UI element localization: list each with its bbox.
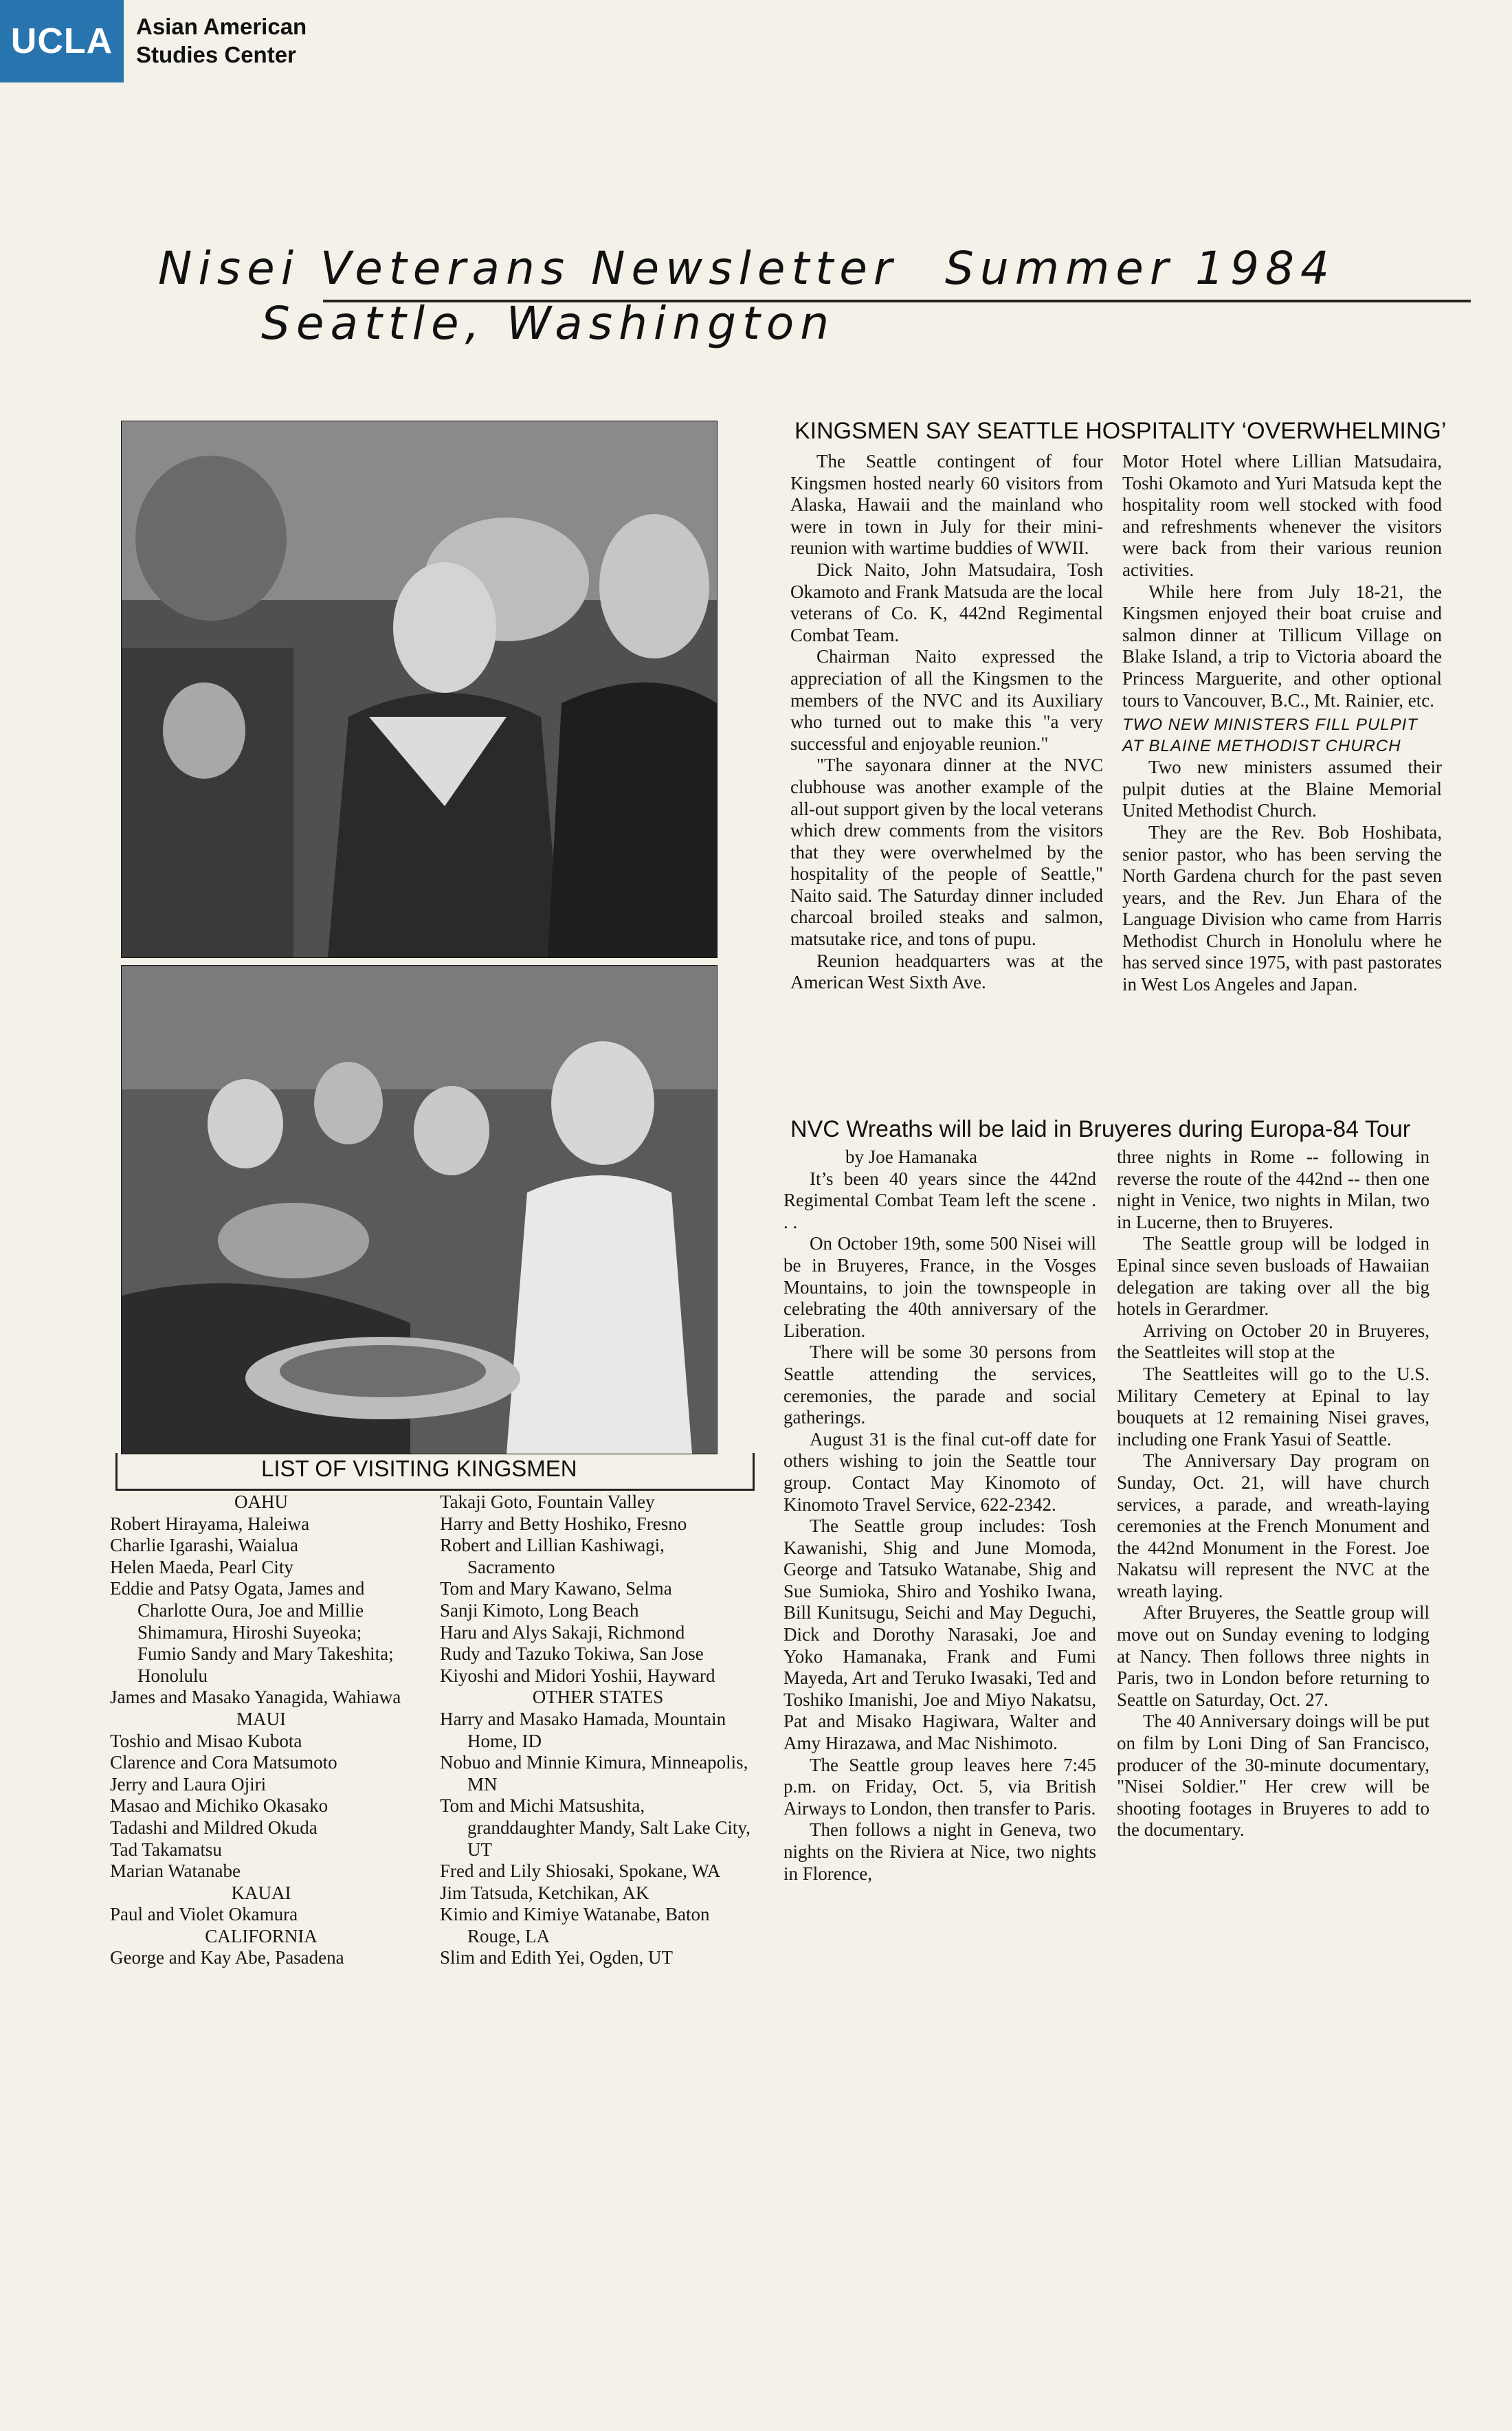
list-item: James and Masako Yanagida, Wahiawa <box>110 1687 401 1708</box>
kingsmen-list-col1 <box>110 1491 412 1969</box>
list-item: Jim Tatsuda, Ketchikan, AK <box>440 1882 649 1903</box>
article1-col1-p5: Reunion headquarters was at the American West Sixth Ave. <box>790 950 1103 993</box>
center-name-line2: Studies Center <box>136 42 296 67</box>
list-item: Eddie and Patsy Ogata, James and Charlotte Oura, Joe and Millie Shimamura, Hiroshi Suyeoka; Fumio Sandy and Mary Takeshita; Honolulu <box>110 1578 394 1686</box>
list-item: Harry and Betty Hoshiko, Fresno <box>440 1513 687 1534</box>
list-item: Nobuo and Minnie Kimura, Minneapolis, MN <box>440 1752 748 1795</box>
list-item: Jerry and Laura Ojiri <box>110 1773 267 1795</box>
article3-col2-p7: The 40 Anniversary doings will be put on film by Loni Ding of San Francisco, producer of the 30-minute documentary, "Nisei Soldier." Her crew will be shooting footages in Bruyeres to add to the documentary. <box>1117 1711 1430 1841</box>
ucla-logo: UCLA <box>0 0 124 82</box>
list-region-heading: KAUAI <box>231 1882 291 1903</box>
article3-col2-p6: After Bruyeres, the Seattle group will move out on Sunday evening to lodging at Nancy. Then follows three nights in Paris, two in London before returning to Seattle on Saturday, Oct. 27. <box>1117 1602 1430 1710</box>
list-item: Haru and Alys Sakaji, Richmond <box>440 1621 685 1643</box>
article3-col1-p2: On October 19th, some 500 Nisei will be in Bruyeres, France, in the Vosges Mountains, to join the townspeople in celebrating the 40th anniversary of the Liberation. <box>783 1233 1096 1341</box>
list-item: Clarence and Cora Matsumoto <box>110 1752 337 1773</box>
list-item: George and Kay Abe, Pasadena <box>110 1947 344 1968</box>
article1-col1 <box>790 451 1103 994</box>
kingsmen-list-col2 <box>440 1491 756 1969</box>
masthead-location: Seattle, Washington <box>261 297 836 350</box>
article1-col1-p2: Dick Naito, John Matsudaira, Tosh Okamoto and Frank Matsuda are the local veterans of Co. K, 442nd Regimental Combat Team. <box>790 559 1103 645</box>
photo-reunion-dinner <box>121 965 718 1454</box>
article3-col1 <box>783 1146 1096 1885</box>
list-region-heading: MAUI <box>236 1708 286 1729</box>
list-item: Kimio and Kimiye Watanabe, Baton Rouge, LA <box>440 1904 710 1946</box>
list-item: Slim and Edith Yei, Ogden, UT <box>440 1947 674 1968</box>
list-item: Tom and Michi Matsushita, granddaughter Mandy, Salt Lake City, UT <box>440 1795 751 1860</box>
article1-col2 <box>1122 451 1442 996</box>
kingsmen-list-title: LIST OF VISITING KINGSMEN <box>261 1456 577 1481</box>
photo-reunion-men <box>121 421 718 958</box>
list-region-heading: CALIFORNIA <box>205 1925 318 1946</box>
masthead-issue: Summer 1984 <box>945 242 1335 295</box>
center-name <box>136 12 397 69</box>
article1-headline: KINGSMEN SAY SEATTLE HOSPITALITY ‘OVERWHELMING’ <box>794 418 1447 444</box>
article2-p2: They are the Rev. Bob Hoshibata, senior pastor, who has been serving the North Gardena church for the past seven years, and the Rev. Jun Ehara of the Language Division who came from Harris Methodist Church in Honolulu where he has served since 1975, with past pastorates in West Los Angeles and Japan. <box>1122 821 1442 995</box>
list-item: Paul and Violet Okamura <box>110 1904 298 1925</box>
article3-headline: NVC Wreaths will be laid in Bruyeres during Europa-84 Tour <box>790 1116 1411 1142</box>
list-item: Tadashi and Mildred Okuda <box>110 1817 318 1838</box>
list-item: Sanji Kimoto, Long Beach <box>440 1599 639 1621</box>
article3-col2-p5: The Anniversary Day program on Sunday, Oct. 21, will have church services, a parade, and wreath-laying ceremonies at the French Monument and the 442nd Monument in the Forest. Joe Nakatsu will represent the NVC at the wreath laying. <box>1117 1450 1430 1601</box>
article3-col1-p5: The Seattle group includes: Tosh Kawanishi, Shig and June Momoda, George and Tatsuko Watanabe, Shig and Sue Sumioka, Shiro and Yoshiko Iwana, Bill Kunitsugu, Seichi and May Deguchi, Dick and Dorothy Narasaki, Joe and Yoko Hamanaka, Frank and Fumi Mayeda, Art and Teruko Iwasaki, Ted and Toshiko Imanishi, Joe and Miyo Nakatsu, Pat and Misako Hagiwara, Walter and Amy Hirazawa, and Mac Nishimoto. <box>783 1516 1096 1754</box>
article1-col2-p1: Motor Hotel where Lillian Matsudaira, Toshi Okamoto and Yuri Matsuda kept the hospitality room well stocked with food and refreshments whenever the visitors were back from their various reunion activities. <box>1122 451 1442 580</box>
article1-col2-p2: While here from July 18-21, the Kingsmen enjoyed their boat cruise and salmon dinner at Tillicum Village on Blake Island, a trip to Victoria aboard the Princess Marguerite, and other optional tours to Vancouver, B.C., Mt. Rainier, etc. <box>1122 581 1442 711</box>
list-region-heading: OTHER STATES <box>532 1687 664 1708</box>
article3-col1-p1: It’s been 40 years since the 442nd Regimental Combat Team left the scene . . . <box>783 1168 1096 1232</box>
article3-col1-p3: There will be some 30 persons from Seattle attending the services, ceremonies, the parade and social gatherings. <box>783 1342 1096 1428</box>
list-item: Toshio and Misao Kubota <box>110 1730 302 1751</box>
list-item: Charlie Igarashi, Waialua <box>110 1535 298 1556</box>
article3-col2 <box>1117 1146 1430 1841</box>
masthead-newsletter: Nisei Veterans Newsletter <box>158 242 898 295</box>
list-item: Tom and Mary Kawano, Selma <box>440 1578 672 1599</box>
article3-col1-p4: August 31 is the final cut-off date for others wishing to join the Seattle tour group. Contact May Kinomoto of Kinomoto Travel Service, 622-2342. <box>783 1428 1096 1515</box>
list-item: Marian Watanabe <box>110 1861 241 1882</box>
list-item: Tad Takamatsu <box>110 1839 222 1860</box>
list-region-heading: OAHU <box>234 1491 288 1512</box>
article3-col2-p3: Arriving on October 20 in Bruyeres, the Seattleites will stop at the <box>1117 1320 1430 1363</box>
article3-col2-p2: The Seattle group will be lodged in Epinal since seven busloads of Hawaiian delegation are taking over all the big hotels in Gerardmer. <box>1117 1233 1430 1320</box>
list-item: Robert Hirayama, Haleiwa <box>110 1513 310 1534</box>
article3-col2-p1: three nights in Rome -- following in reverse the route of the 442nd -- then one night in Venice, two nights in Milan, two in Lucerne, then to Bruyeres. <box>1117 1146 1430 1232</box>
list-item: Harry and Masako Hamada, Mountain Home, ID <box>440 1708 726 1751</box>
article1-col1-p4: "The sayonara dinner at the NVC clubhouse was another example of the all-out support given by the local veterans which drew comments from the visitors that they were overwhelmed by the hospitality of the people of Seattle," Naito said. The Saturday dinner included charcoal broiled steaks and salmon, matsutake rice, and tons of pupu. <box>790 755 1103 950</box>
article1-col1-p3: Chairman Naito expressed the appreciation of all the Kingsmen to the members of the NVC and its Auxiliary who turned out to make this "a very successful and enjoyable reunion." <box>790 646 1103 754</box>
article2-subhead-line1: TWO NEW MINISTERS FILL PULPIT <box>1122 715 1418 735</box>
list-item: Helen Maeda, Pearl City <box>110 1556 293 1577</box>
list-item: Kiyoshi and Midori Yoshii, Hayward <box>440 1665 715 1686</box>
list-item: Masao and Michiko Okasako <box>110 1795 329 1817</box>
list-item: Robert and Lillian Kashiwagi, Sacramento <box>440 1535 665 1577</box>
article3-col1-p7: Then follows a night in Geneva, two nights on the Riviera at Nice, two nights in Florence, <box>783 1819 1096 1884</box>
article2-subhead-line2: AT BLAINE METHODIST CHURCH <box>1122 737 1401 756</box>
article3-byline: by Joe Hamanaka <box>845 1146 977 1167</box>
article3-col2-p4: The Seattleites will go to the U.S. Military Cemetery at Epinal to lay bouquets at 12 remaining Nisei graves, including one Frank Yasui of Seattle. <box>1117 1363 1430 1450</box>
article2-p1: Two new ministers assumed their pulpit duties at the Blaine Memorial United Methodist Church. <box>1122 757 1442 821</box>
article3-col1-p6: The Seattle group leaves here 7:45 p.m. on Friday, Oct. 5, via British Airways to London, then transfer to Paris. <box>783 1754 1096 1819</box>
article1-col1-p1: The Seattle contingent of four Kingsmen hosted nearly 60 visitors from Alaska, Hawaii and the mainland who were in town in July for their mini-reunion with wartime buddies of WWII. <box>790 451 1103 559</box>
list-item: Rudy and Tazuko Tokiwa, San Jose <box>440 1643 704 1665</box>
list-item: Takaji Goto, Fountain Valley <box>440 1491 655 1512</box>
center-name-line1: Asian American <box>136 14 307 39</box>
list-item: Fred and Lily Shiosaki, Spokane, WA <box>440 1861 721 1882</box>
